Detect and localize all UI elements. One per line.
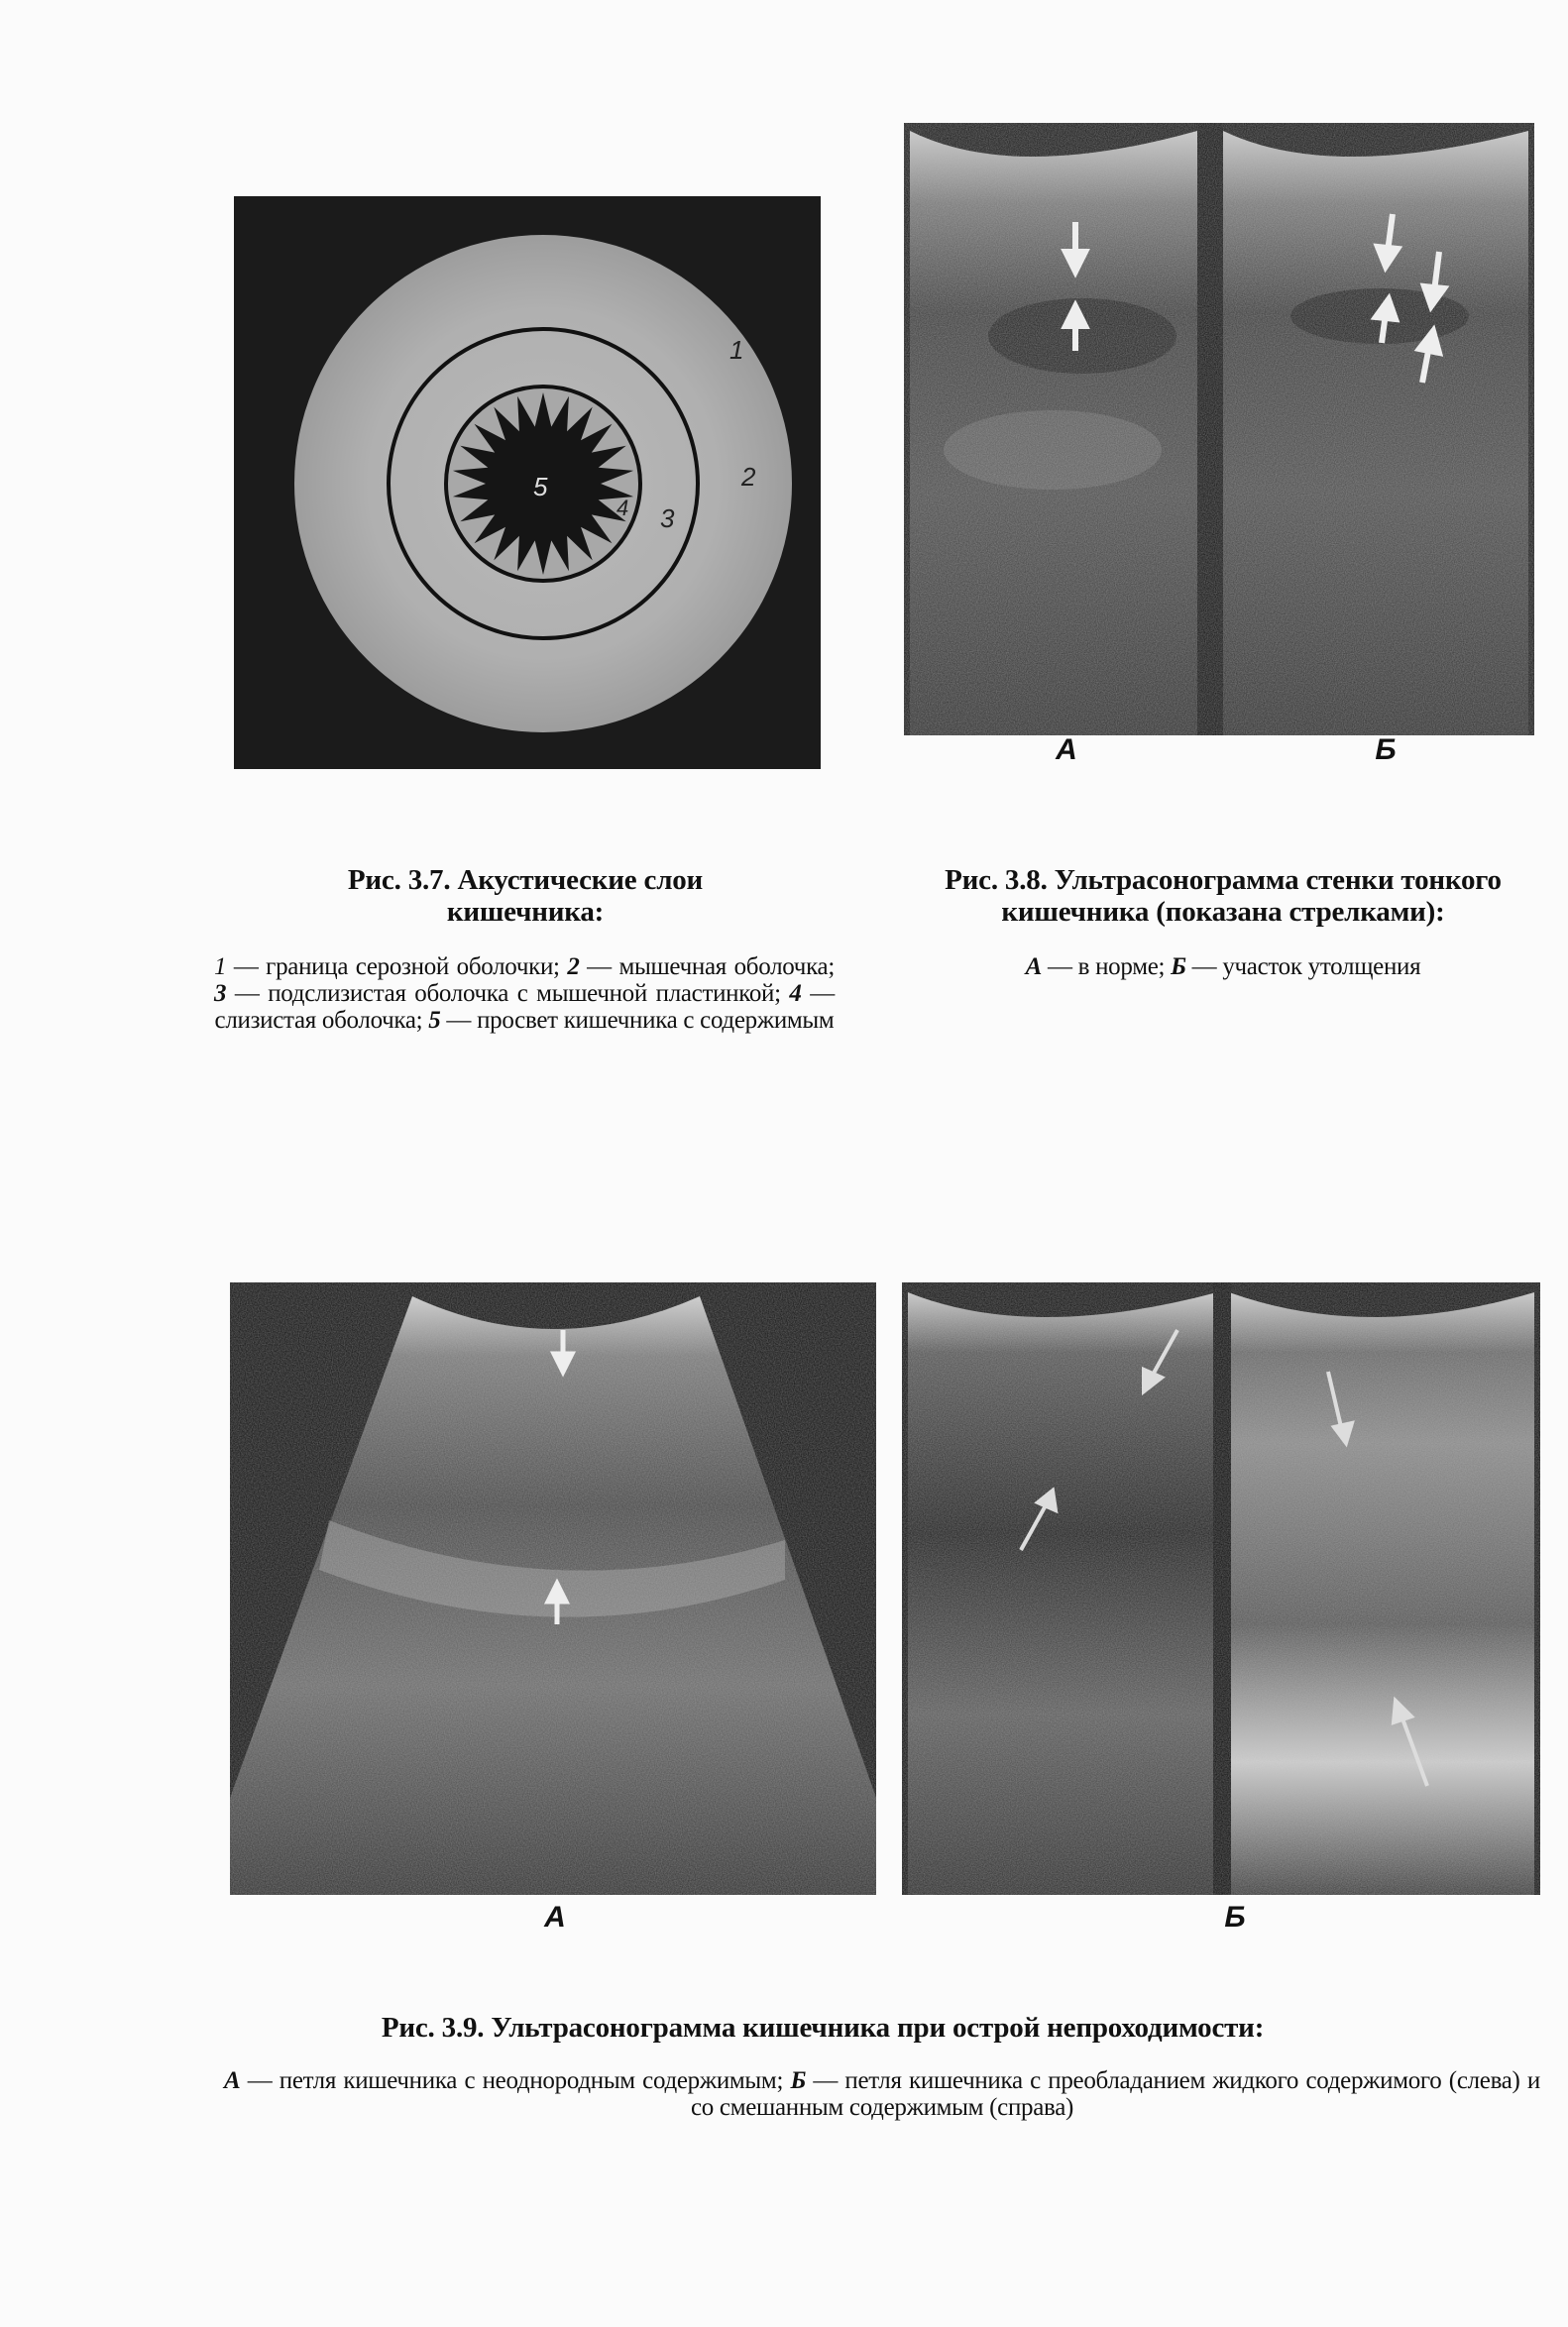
legend-a-label: А <box>224 2067 241 2094</box>
legend-text: — мышечная оболочка; <box>579 953 835 980</box>
legend-num: 3 <box>214 980 227 1007</box>
panel-label-b-3-9: Б <box>1224 1901 1246 1934</box>
ultrasound-panel-3-8 <box>904 123 1534 735</box>
panel-label-a-3-8: А <box>1056 733 1077 766</box>
legend-num: 2 <box>567 953 580 980</box>
caption-title-3-7: Рис. 3.7. Акустические слои кишечника: <box>347 864 704 928</box>
caption-legend-3-9 <box>224 2067 1540 2121</box>
ultrasound-panel-3-9-a <box>230 1282 876 1895</box>
legend-num: 5 <box>428 1007 441 1034</box>
diagram-label-2: 2 <box>741 462 756 492</box>
legend-a-text: — в норме; <box>1042 953 1172 980</box>
legend-b-label: Б <box>1171 953 1186 980</box>
legend-text: — подслизистая оболочка с мышечной пластинкой; <box>226 980 790 1007</box>
legend-text: — слизистая оболочка; <box>214 980 835 1034</box>
caption-legend-3-7 <box>214 953 835 1034</box>
legend-text: — граница серозной оболочки; <box>226 953 568 980</box>
legend-a-label: А <box>1025 953 1043 980</box>
diagram-label-3: 3 <box>660 503 675 533</box>
ultrasound-panel-3-9-b <box>902 1282 1540 1895</box>
panel-label-a-3-9: А <box>544 1901 566 1934</box>
legend-num: 4 <box>789 980 802 1007</box>
legend-text: — просвет кишечника с содержимым <box>440 1007 835 1034</box>
legend-a-text: — петля кишечника с неоднородным содержимым; <box>240 2067 791 2094</box>
panel-label-b-3-8: Б <box>1375 733 1397 766</box>
caption-title-3-9: Рис. 3.9. Ультрасонограмма кишечника при острой непроходимости: <box>381 2012 1265 2044</box>
caption-legend-3-8 <box>896 953 1550 980</box>
diagram-label-5: 5 <box>533 472 548 501</box>
diagram-label-4: 4 <box>616 496 629 520</box>
legend-num: 1 <box>214 953 227 980</box>
diagram-label-1: 1 <box>729 335 744 365</box>
legend-b-text: — участок утолщения <box>1185 953 1421 980</box>
legend-b-text: — петля кишечника с преобладанием жидкого содержимого (слева) и со смешанным содержимым (справа) <box>690 2067 1541 2121</box>
caption-title-3-8: Рис. 3.8. Ультрасонограмма стенки тонкого кишечника (показана стрелками): <box>945 864 1502 928</box>
legend-b-label: Б <box>790 2067 807 2094</box>
acoustic-layers-diagram <box>234 196 821 769</box>
